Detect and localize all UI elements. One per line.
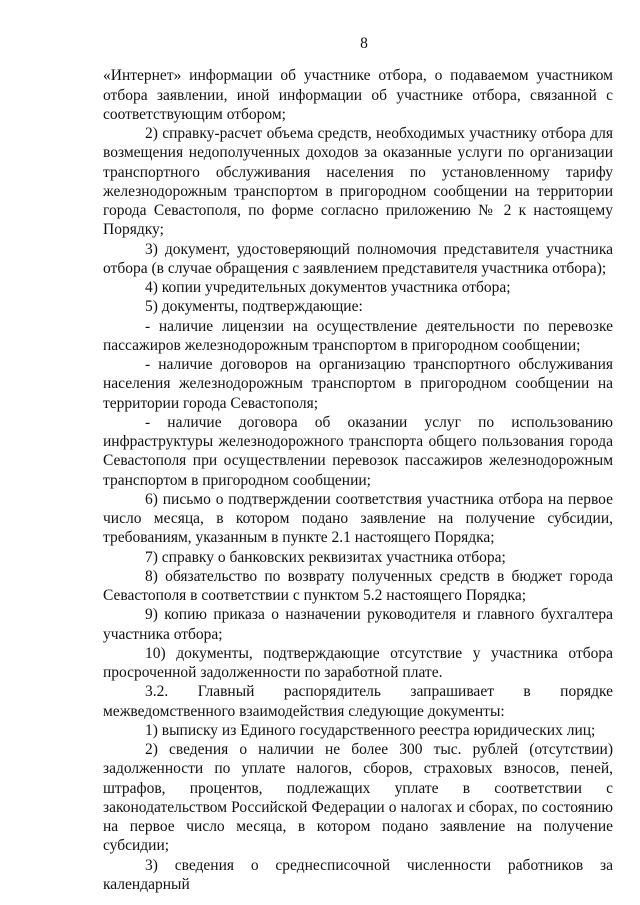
paragraph-tax-debt-info: 2) сведения о наличии не более 300 тыс. рублей (отсутствии) задолженности по уплате налогов, сборов, страховых взносов, пеней, штрафов, процентов, подлежащих уплате в соответствии с законодательством Российской Федерации о налогах и сборах, по состоянию на первое число месяца, в котором подано заявление на получение субсидии; bbox=[103, 741, 613, 855]
paragraph-item-8-refund-obligation: 8) обязательство по возврату полученных средств в бюджет города Севастополя в соответствии с пунктом 5.2 настоящего Порядка; bbox=[103, 567, 613, 604]
paragraph-item-10-no-wage-debt: 10) документы, подтверждающие отсутствие у участника отбора просроченной задолженности по заработной плате. bbox=[103, 644, 613, 681]
paragraph-license: - наличие лицензии на осуществление деятельности по перевозке пассажиров железнодорожным транспортом в пригородном сообщении; bbox=[103, 317, 613, 354]
paragraph-egrul-extract: 1) выписку из Единого государственного реестра юридических лиц; bbox=[145, 721, 596, 739]
paragraph-item-6-compliance-letter: 6) письмо о подтверждении соответствия участника отбора на первое число месяца, в котором подано заявление на получение субсидии, требованиям, указанным в пункте 2.1 настоящего Порядка; bbox=[103, 490, 613, 547]
paragraph-item-9-appointment-order: 9) копию приказа о назначении руководителя и главного бухгалтера участника отбора; bbox=[103, 606, 613, 643]
paragraph-infrastructure-contract: - наличие договора об оказании услуг по использованию инфраструктуры железнодорожного транспорта общего пользования города Севастополя при осуществлении перевозок пассажиров железнодорожным транспортом в пригородном сообщении; bbox=[103, 413, 613, 489]
paragraph-internet-info: «Интернет» информации об участнике отбора, о подаваемом участником отбора заявлении, иной информации об участнике отбора, связанной с соответствующим отбором; bbox=[103, 67, 613, 123]
paragraph-item-4-founding-docs: 4) копии учредительных документов участника отбора; bbox=[145, 279, 511, 296]
paragraph-service-contracts: - наличие договоров на организацию транспортного обслуживания населения железнодорожным транспортом в пригородном сообщении на территории города Севастополя; bbox=[103, 356, 613, 412]
paragraph-item-5-confirming-docs: 5) документы, подтверждающие: bbox=[145, 298, 363, 316]
document-page bbox=[103, 34, 613, 894]
paragraph-section-3-2: 3.2. Главный распорядитель запрашивает в порядке межведомственного взаимодействия следующие документы: bbox=[103, 683, 613, 720]
paragraph-headcount-info: 3) сведения о среднесписочной численности работников за календарный bbox=[103, 856, 613, 893]
paragraph-item-3-authority: 3) документ, удостоверяющий полномочия представителя участника отбора (в случае обращения с заявлением представителя участника отбора); bbox=[103, 240, 613, 277]
paragraph-item-2-calculation: 2) справку-расчет объема средств, необходимых участнику отбора для возмещения недополученных доходов за оказанные услуги по организации транспортного обслуживания населения по установленному тарифу железнодорожным транспортом в пригородном сообщении на территории города Севастополя, по форме согласно приложению № 2 к настоящему Порядку; bbox=[103, 125, 613, 239]
page-number: 8 bbox=[360, 35, 368, 52]
paragraph-item-7-bank-details: 7) справку о банковских реквизитах участника отбора; bbox=[145, 548, 506, 566]
